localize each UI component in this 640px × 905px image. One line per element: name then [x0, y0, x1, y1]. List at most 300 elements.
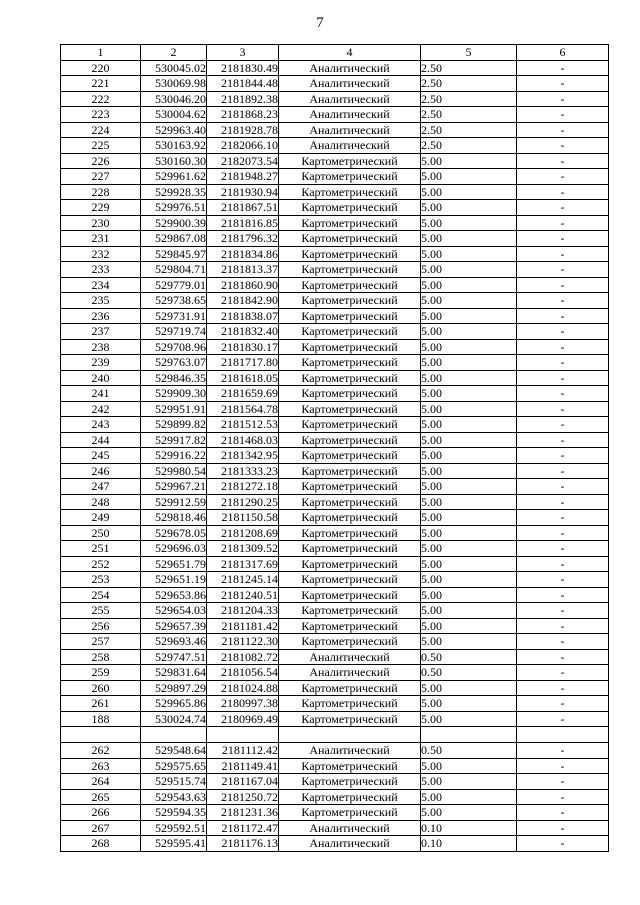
accuracy-cell: 5.00: [421, 262, 517, 278]
y-coordinate-cell: 2181272.18: [207, 479, 279, 495]
y-coordinate-cell: 2181842.90: [207, 293, 279, 309]
point-number-cell: 224: [61, 122, 141, 138]
note-cell: -: [517, 541, 609, 557]
method-cell: Картометрический: [279, 246, 421, 262]
y-coordinate-cell: 2181838.07: [207, 308, 279, 324]
method-cell: Аналитический: [279, 820, 421, 836]
point-number-cell: 234: [61, 277, 141, 293]
table-row: [61, 200, 609, 216]
accuracy-cell: 2.50: [421, 60, 517, 76]
x-coordinate-cell: 529867.08: [141, 231, 207, 247]
table-row: [61, 774, 609, 790]
method-cell: Картометрический: [279, 789, 421, 805]
point-number-cell: 250: [61, 525, 141, 541]
note-cell: -: [517, 401, 609, 417]
y-coordinate-cell: 2181309.52: [207, 541, 279, 557]
method-cell: Картометрический: [279, 680, 421, 696]
table-row: [61, 169, 609, 185]
x-coordinate-cell: 529951.91: [141, 401, 207, 417]
table-row: [61, 76, 609, 92]
note-cell: -: [517, 153, 609, 169]
y-coordinate-cell: 2180997.38: [207, 696, 279, 712]
point-number-cell: 263: [61, 758, 141, 774]
table-row: [61, 246, 609, 262]
y-coordinate-cell: 2181813.37: [207, 262, 279, 278]
method-cell: Картометрический: [279, 510, 421, 526]
accuracy-cell: 5.00: [421, 463, 517, 479]
table-row: [61, 184, 609, 200]
method-cell: Картометрический: [279, 572, 421, 588]
point-number-cell: 249: [61, 510, 141, 526]
x-coordinate-cell: 529657.39: [141, 618, 207, 634]
note-cell: -: [517, 169, 609, 185]
x-coordinate-cell: 529961.62: [141, 169, 207, 185]
point-number-cell: 227: [61, 169, 141, 185]
x-coordinate-cell: 530046.20: [141, 91, 207, 107]
coordinates-table: [60, 44, 609, 852]
accuracy-cell: 5.00: [421, 246, 517, 262]
x-coordinate-cell: 529731.91: [141, 308, 207, 324]
method-cell: Аналитический: [279, 107, 421, 123]
point-number-cell: 235: [61, 293, 141, 309]
method-cell: Картометрический: [279, 293, 421, 309]
x-coordinate-cell: 529653.86: [141, 587, 207, 603]
method-cell: Картометрический: [279, 618, 421, 634]
accuracy-cell: 5.00: [421, 603, 517, 619]
method-cell: Картометрический: [279, 153, 421, 169]
method-cell: Картометрический: [279, 417, 421, 433]
y-coordinate-cell: 2181860.90: [207, 277, 279, 293]
method-cell: Картометрический: [279, 587, 421, 603]
accuracy-cell: 5.00: [421, 200, 517, 216]
x-coordinate-cell: 529654.03: [141, 603, 207, 619]
point-number-cell: 247: [61, 479, 141, 495]
x-coordinate-cell: 529515.74: [141, 774, 207, 790]
point-number-cell: 268: [61, 836, 141, 852]
method-cell: Картометрический: [279, 805, 421, 821]
note-cell: -: [517, 293, 609, 309]
x-coordinate-cell: 529575.65: [141, 758, 207, 774]
point-number-cell: 237: [61, 324, 141, 340]
point-number-cell: 251: [61, 541, 141, 557]
note-cell: -: [517, 649, 609, 665]
column-header: 1: [61, 45, 141, 61]
table-row: [61, 262, 609, 278]
table-row: [61, 417, 609, 433]
note-cell: -: [517, 308, 609, 324]
accuracy-cell: 2.50: [421, 91, 517, 107]
note-cell: -: [517, 758, 609, 774]
point-number-cell: 220: [61, 60, 141, 76]
note-cell: -: [517, 370, 609, 386]
x-coordinate-cell: 529965.86: [141, 696, 207, 712]
point-number-cell: 233: [61, 262, 141, 278]
method-cell: Картометрический: [279, 277, 421, 293]
accuracy-cell: 5.00: [421, 386, 517, 402]
x-coordinate-cell: 529912.59: [141, 494, 207, 510]
accuracy-cell: 5.00: [421, 774, 517, 790]
accuracy-cell: 2.50: [421, 138, 517, 154]
y-coordinate-cell: 2182066.10: [207, 138, 279, 154]
method-cell: Картометрический: [279, 401, 421, 417]
method-cell: Картометрический: [279, 634, 421, 650]
table-row: [61, 463, 609, 479]
table-row: [61, 308, 609, 324]
method-cell: Картометрический: [279, 355, 421, 371]
method-cell: Картометрический: [279, 169, 421, 185]
x-coordinate-cell: 529967.21: [141, 479, 207, 495]
y-coordinate-cell: 2181172.47: [207, 820, 279, 836]
table-row: [61, 386, 609, 402]
method-cell: Картометрический: [279, 525, 421, 541]
table-row: [61, 401, 609, 417]
y-coordinate-cell: 2181867.51: [207, 200, 279, 216]
table-row: [61, 91, 609, 107]
x-coordinate-cell: 529678.05: [141, 525, 207, 541]
table-header-row: [61, 45, 609, 61]
table-row: [61, 60, 609, 76]
x-coordinate-cell: 529845.97: [141, 246, 207, 262]
method-cell: Картометрический: [279, 184, 421, 200]
accuracy-cell: 5.00: [421, 711, 517, 727]
accuracy-cell: 5.00: [421, 277, 517, 293]
table-row: [61, 370, 609, 386]
x-coordinate-cell: 529779.01: [141, 277, 207, 293]
point-number-cell: 222: [61, 91, 141, 107]
method-cell: Аналитический: [279, 138, 421, 154]
note-cell: -: [517, 479, 609, 495]
y-coordinate-cell: 2181056.54: [207, 665, 279, 681]
point-number-cell: 255: [61, 603, 141, 619]
x-coordinate-cell: 529980.54: [141, 463, 207, 479]
y-coordinate-cell: 2181892.38: [207, 91, 279, 107]
note-cell: -: [517, 556, 609, 572]
y-coordinate-cell: 2181167.04: [207, 774, 279, 790]
y-coordinate-cell: 2181250.72: [207, 789, 279, 805]
y-coordinate-cell: 2181512.53: [207, 417, 279, 433]
point-number-cell: 228: [61, 184, 141, 200]
table-row: [61, 758, 609, 774]
point-number-cell: 188: [61, 711, 141, 727]
y-coordinate-cell: 2181149.41: [207, 758, 279, 774]
x-coordinate-cell: 529976.51: [141, 200, 207, 216]
y-coordinate-cell: 2181290.25: [207, 494, 279, 510]
method-cell: Картометрический: [279, 370, 421, 386]
accuracy-cell: 5.00: [421, 417, 517, 433]
table-row: [61, 324, 609, 340]
accuracy-cell: 5.00: [421, 355, 517, 371]
point-number-cell: 221: [61, 76, 141, 92]
x-coordinate-cell: 529595.41: [141, 836, 207, 852]
method-cell: Картометрический: [279, 463, 421, 479]
accuracy-cell: 5.00: [421, 324, 517, 340]
method-cell: Аналитический: [279, 91, 421, 107]
point-number-cell: 264: [61, 774, 141, 790]
y-coordinate-cell: 2181122.30: [207, 634, 279, 650]
note-cell: -: [517, 587, 609, 603]
table-row: [61, 541, 609, 557]
x-coordinate-cell: 529708.96: [141, 339, 207, 355]
page-number: 7: [316, 15, 324, 31]
y-coordinate-cell: 2181342.95: [207, 448, 279, 464]
table-row: [61, 649, 609, 665]
method-cell: Аналитический: [279, 76, 421, 92]
y-coordinate-cell: 2181659.69: [207, 386, 279, 402]
point-number-cell: 239: [61, 355, 141, 371]
y-coordinate-cell: 2181832.40: [207, 324, 279, 340]
x-coordinate-cell: 529818.46: [141, 510, 207, 526]
table-row: [61, 820, 609, 836]
table-row: [61, 432, 609, 448]
table-row: [61, 122, 609, 138]
accuracy-cell: 5.00: [421, 432, 517, 448]
point-number-cell: 248: [61, 494, 141, 510]
note-cell: -: [517, 246, 609, 262]
accuracy-cell: 5.00: [421, 789, 517, 805]
table-row: [61, 603, 609, 619]
table-row: [61, 572, 609, 588]
accuracy-cell: 5.00: [421, 696, 517, 712]
x-coordinate-cell: 529899.82: [141, 417, 207, 433]
note-cell: -: [517, 820, 609, 836]
note-cell: -: [517, 122, 609, 138]
y-coordinate-cell: 2181834.86: [207, 246, 279, 262]
point-number-cell: 230: [61, 215, 141, 231]
point-number-cell: 231: [61, 231, 141, 247]
x-coordinate-cell: 529592.51: [141, 820, 207, 836]
note-cell: -: [517, 200, 609, 216]
note-cell: -: [517, 355, 609, 371]
method-cell: Картометрический: [279, 262, 421, 278]
column-header: 4: [279, 45, 421, 61]
accuracy-cell: 0.10: [421, 820, 517, 836]
note-cell: -: [517, 525, 609, 541]
y-coordinate-cell: 2180969.49: [207, 711, 279, 727]
table-row: [61, 138, 609, 154]
x-coordinate-cell: 530069.98: [141, 76, 207, 92]
method-cell: Картометрический: [279, 339, 421, 355]
y-coordinate-cell: 2181181.42: [207, 618, 279, 634]
method-cell: Аналитический: [279, 665, 421, 681]
accuracy-cell: 2.50: [421, 122, 517, 138]
point-number-cell: 241: [61, 386, 141, 402]
accuracy-cell: 5.00: [421, 339, 517, 355]
y-coordinate-cell: 2181333.23: [207, 463, 279, 479]
table-row: [61, 696, 609, 712]
accuracy-cell: 5.00: [421, 634, 517, 650]
accuracy-cell: 5.00: [421, 510, 517, 526]
x-coordinate-cell: 529916.22: [141, 448, 207, 464]
x-coordinate-cell: 529900.39: [141, 215, 207, 231]
table-row: [61, 618, 609, 634]
table-row: [61, 510, 609, 526]
x-coordinate-cell: 529963.40: [141, 122, 207, 138]
accuracy-cell: 5.00: [421, 525, 517, 541]
accuracy-cell: 5.00: [421, 169, 517, 185]
y-coordinate-cell: 2181082.72: [207, 649, 279, 665]
point-number-cell: 244: [61, 432, 141, 448]
method-cell: Картометрический: [279, 603, 421, 619]
table-row: [61, 448, 609, 464]
method-cell: Картометрический: [279, 386, 421, 402]
table-row: [61, 494, 609, 510]
y-coordinate-cell: 2181928.78: [207, 122, 279, 138]
point-number-cell: 246: [61, 463, 141, 479]
note-cell: -: [517, 805, 609, 821]
y-coordinate-cell: 2182073.54: [207, 153, 279, 169]
x-coordinate-cell: 529804.71: [141, 262, 207, 278]
table-row: [61, 634, 609, 650]
x-coordinate-cell: 529719.74: [141, 324, 207, 340]
y-coordinate-cell: 2181150.58: [207, 510, 279, 526]
accuracy-cell: 5.00: [421, 494, 517, 510]
table-body: [61, 60, 609, 851]
note-cell: -: [517, 386, 609, 402]
y-coordinate-cell: 2181618.05: [207, 370, 279, 386]
y-coordinate-cell: 2181844.48: [207, 76, 279, 92]
point-number-cell: 226: [61, 153, 141, 169]
note-cell: -: [517, 665, 609, 681]
note-cell: -: [517, 339, 609, 355]
column-header: 6: [517, 45, 609, 61]
y-coordinate-cell: 2181245.14: [207, 572, 279, 588]
method-cell: Картометрический: [279, 758, 421, 774]
table-row: [61, 805, 609, 821]
point-number-cell: 261: [61, 696, 141, 712]
accuracy-cell: 5.00: [421, 758, 517, 774]
table-row: [61, 355, 609, 371]
x-coordinate-cell: 529928.35: [141, 184, 207, 200]
note-cell: -: [517, 572, 609, 588]
point-number-cell: 253: [61, 572, 141, 588]
column-header: 3: [207, 45, 279, 61]
method-cell: Аналитический: [279, 122, 421, 138]
accuracy-cell: 5.00: [421, 572, 517, 588]
accuracy-cell: 5.00: [421, 370, 517, 386]
y-coordinate-cell: 2181024.88: [207, 680, 279, 696]
accuracy-cell: 5.00: [421, 680, 517, 696]
accuracy-cell: 2.50: [421, 107, 517, 123]
note-cell: -: [517, 107, 609, 123]
y-coordinate-cell: 2181564.78: [207, 401, 279, 417]
accuracy-cell: 5.00: [421, 215, 517, 231]
x-coordinate-cell: 529846.35: [141, 370, 207, 386]
accuracy-cell: 5.00: [421, 448, 517, 464]
accuracy-cell: 5.00: [421, 401, 517, 417]
note-cell: -: [517, 680, 609, 696]
x-coordinate-cell: [141, 727, 207, 743]
note-cell: -: [517, 138, 609, 154]
x-coordinate-cell: 529651.19: [141, 572, 207, 588]
note-cell: -: [517, 215, 609, 231]
table-row: [61, 479, 609, 495]
x-coordinate-cell: 529651.79: [141, 556, 207, 572]
method-cell: Картометрический: [279, 696, 421, 712]
point-number-cell: 266: [61, 805, 141, 821]
table-row: [61, 293, 609, 309]
table-row: [61, 836, 609, 852]
point-number-cell: 257: [61, 634, 141, 650]
note-cell: -: [517, 324, 609, 340]
x-coordinate-cell: 530024.74: [141, 711, 207, 727]
method-cell: Аналитический: [279, 836, 421, 852]
point-number-cell: 252: [61, 556, 141, 572]
table-row: [61, 789, 609, 805]
accuracy-cell: 2.50: [421, 76, 517, 92]
accuracy-cell: 5.00: [421, 308, 517, 324]
accuracy-cell: 0.10: [421, 836, 517, 852]
point-number-cell: 229: [61, 200, 141, 216]
accuracy-cell: 5.00: [421, 618, 517, 634]
note-cell: -: [517, 603, 609, 619]
method-cell: Картометрический: [279, 711, 421, 727]
table-row: [61, 107, 609, 123]
method-cell: Аналитический: [279, 743, 421, 759]
note-cell: -: [517, 711, 609, 727]
y-coordinate-cell: 2181868.23: [207, 107, 279, 123]
point-number-cell: 260: [61, 680, 141, 696]
column-header: 5: [421, 45, 517, 61]
y-coordinate-cell: 2181830.49: [207, 60, 279, 76]
table-row: [61, 727, 609, 743]
y-coordinate-cell: 2181176.13: [207, 836, 279, 852]
point-number-cell: 259: [61, 665, 141, 681]
method-cell: Картометрический: [279, 432, 421, 448]
accuracy-cell: 5.00: [421, 587, 517, 603]
method-cell: Картометрический: [279, 308, 421, 324]
y-coordinate-cell: 2181816.85: [207, 215, 279, 231]
accuracy-cell: 5.00: [421, 541, 517, 557]
note-cell: -: [517, 76, 609, 92]
table-row: [61, 215, 609, 231]
note-cell: -: [517, 494, 609, 510]
note-cell: -: [517, 432, 609, 448]
method-cell: Картометрический: [279, 215, 421, 231]
accuracy-cell: 0.50: [421, 743, 517, 759]
note-cell: -: [517, 231, 609, 247]
point-number-cell: 223: [61, 107, 141, 123]
accuracy-cell: [421, 727, 517, 743]
accuracy-cell: 5.00: [421, 805, 517, 821]
accuracy-cell: 5.00: [421, 231, 517, 247]
note-cell: -: [517, 184, 609, 200]
y-coordinate-cell: 2181930.94: [207, 184, 279, 200]
y-coordinate-cell: 2181948.27: [207, 169, 279, 185]
point-number-cell: 254: [61, 587, 141, 603]
point-number-cell: [61, 727, 141, 743]
column-header: 2: [141, 45, 207, 61]
point-number-cell: 262: [61, 743, 141, 759]
note-cell: [517, 727, 609, 743]
note-cell: -: [517, 836, 609, 852]
x-coordinate-cell: 530004.62: [141, 107, 207, 123]
table-row: [61, 556, 609, 572]
point-number-cell: 236: [61, 308, 141, 324]
x-coordinate-cell: 529831.64: [141, 665, 207, 681]
y-coordinate-cell: 2181830.17: [207, 339, 279, 355]
y-coordinate-cell: 2181112.42: [207, 743, 279, 759]
point-number-cell: 242: [61, 401, 141, 417]
table-row: [61, 587, 609, 603]
note-cell: -: [517, 618, 609, 634]
x-coordinate-cell: 529897.29: [141, 680, 207, 696]
y-coordinate-cell: 2181231.36: [207, 805, 279, 821]
table-row: [61, 339, 609, 355]
method-cell: Картометрический: [279, 231, 421, 247]
y-coordinate-cell: 2181240.51: [207, 587, 279, 603]
table-row: [61, 711, 609, 727]
note-cell: -: [517, 448, 609, 464]
